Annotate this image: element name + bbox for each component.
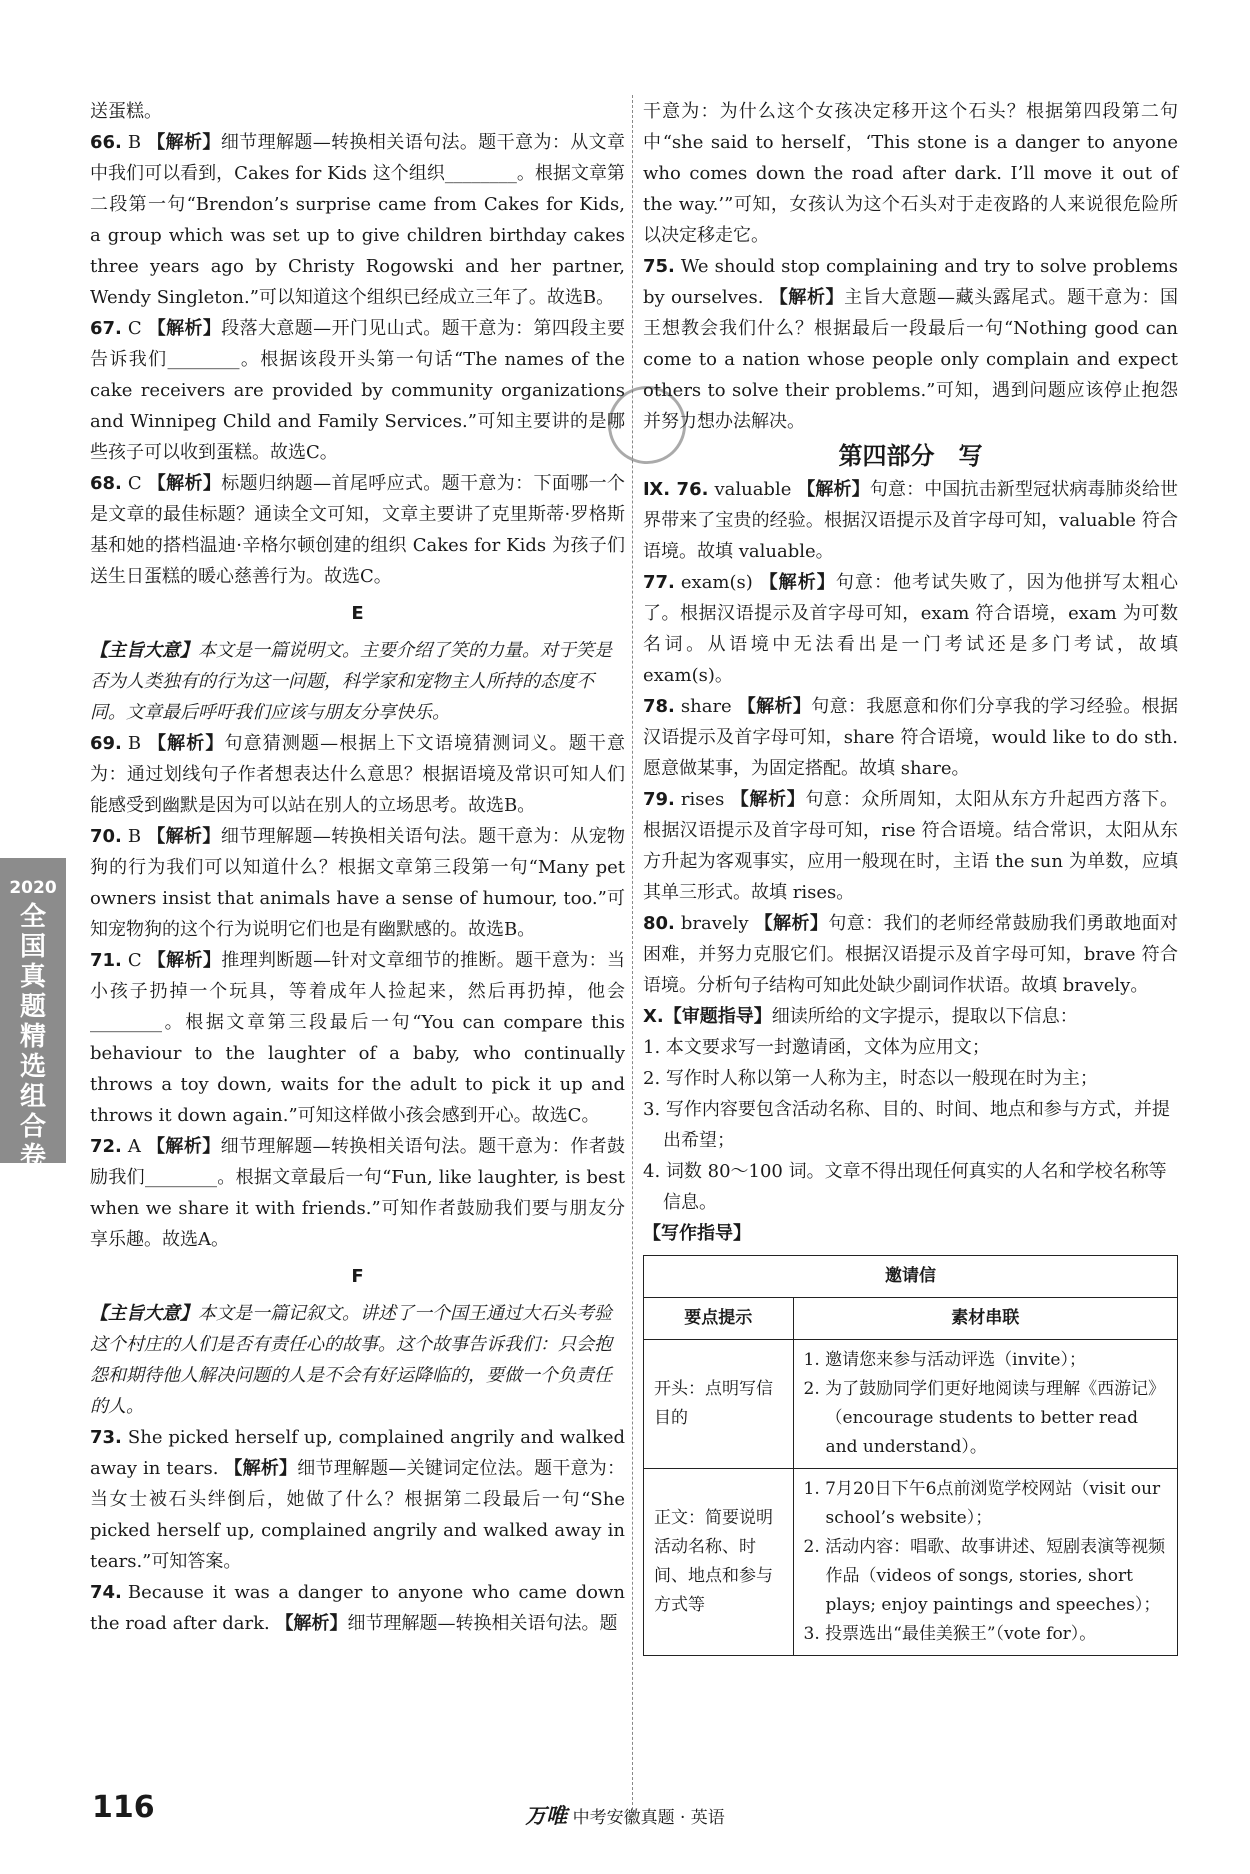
row-opening-key: 开头：点明写信目的 (644, 1340, 794, 1469)
material-item: 1. 邀请您来参与活动评选（invite）； (803, 1350, 1086, 1370)
answer-71: 71. C 【解析】推理判断题—针对文章细节的推断。题干意为：当小孩子扔掉一个玩具，等着成年人捡起来，然后再扔掉，他会________。根据文章第三段最后一句“You can compare this behaviour to the laughter of a baby, who continually throws a toy down, waits for the adult to pick it up and throws it down again.”可知这样做小孩会感到开心。故选C。 (90, 950, 625, 1126)
guide-item: 1. 本文要求写一封邀请函，文体为应用文； (643, 1037, 990, 1058)
column-divider (632, 95, 633, 1815)
table-header-materials: 素材串联 (793, 1298, 1177, 1340)
summary-f: 【主旨大意】本文是一篇记叙文。讲述了一个国王通过大石头考验这个村庄的人们是否有责任心的故事。这个故事告诉我们：只会抱怨和期待他人解决问题的人是不会有好运降临的，要做一个负责任的人。 (90, 1303, 612, 1417)
review-guide: Ⅹ.【审题指导】细读所给的文字提示，提取以下信息： (643, 1006, 1078, 1027)
material-item: 3. 投票选出“最佳美猴王”（vote for）。 (803, 1624, 1097, 1644)
brand-logo: 万唯 (525, 1804, 568, 1828)
answer-79: 79. rises 【解析】句意：众所周知，太阳从东方升起西方落下。根据汉语提示及首字母可知，rise 符合语境。结合常识，太阳从东方升起为客观事实，应用一般现在时，主语 the sun 为单数，应填其单三形式。故填 rises。 (643, 789, 1179, 903)
guide-item: 4. 词数 80～100 词。文章不得出现任何真实的人名和学校名称等信息。 (643, 1161, 1167, 1213)
material-item: 2. 为了鼓励同学们更好地阅读与理解《西游记》（encourage students to better read and understand）。 (803, 1379, 1166, 1457)
right-column (643, 96, 1178, 1656)
summary-e: 【主旨大意】本文是一篇说明文。主要介绍了笑的力量。对于笑是否为人类独有的行为这一问题，科学家和宠物主人所持的态度不同。文章最后呼吁我们应该与朋友分享快乐。 (90, 640, 612, 723)
top-fragment: 送蛋糕。 (90, 101, 162, 122)
side-year: 2020 (9, 878, 57, 898)
writing-guide-label: 【写作指导】 (643, 1223, 751, 1244)
part-four-title: 第四部分 写 (838, 442, 983, 470)
answer-69: 69. B 【解析】句意猜测题—根据上下文语境猜测词义。题干意为：通过划线句子作者想表达什么意思？根据语境及常识可知人们能感受到幽默是因为可以站在别人的立场思考。故选B。 (90, 733, 626, 816)
page-number: 116 (92, 1790, 155, 1825)
footer-brand (0, 1800, 1250, 1830)
answer-77: 77. exam(s) 【解析】句意：他考试失败了，因为他拼写太粗心了。根据汉语提示及首字母可知，exam 符合语境，exam 为可数名词。从语境中无法看出是一门考试还是多门考试，故填 exam(s)。 (643, 572, 1179, 686)
material-item: 1. 7月20日下午6点前浏览学校网站（visit our school’s website）； (803, 1479, 1161, 1528)
row-body-key: 正文：简要说明活动名称、时间、地点和参与方式等 (644, 1469, 794, 1656)
side-title: 全国真题精选组合卷 (19, 902, 46, 1172)
answer-68: 68. C 【解析】标题归纳题—首尾呼应式。题干意为：下面哪一个是文章的最佳标题？通读全文可知，文章主要讲了克里斯蒂·罗格斯基和她的搭档温迪·辛格尔顿创建的组织 Cakes for Kids 为孩子们送生日蛋糕的暖心慈善行为。故选C。 (90, 473, 625, 587)
answer-73: 73. She picked herself up, complained angrily and walked away in tears. 【解析】细节理解题—关键词定位法。题干意为：当女士被石头绊倒后，她做了什么？根据第二段最后一句“She picked herself up, complained angrily and walked away in tears.”可知答案。 (90, 1427, 625, 1572)
answer-66: 66. B 【解析】细节理解题—转换相关语句法。题干意为：从文章中我们可以看到，Cakes for Kids 这个组织________。根据文章第二段第一句“Brendon’s surprise came from Cakes for Kids, a group which was set up to give children birthday cakes three years ago by Christy Rogowski and her partner, Wendy Singleton.”可以知道这个组织已经成立三年了。故选B。 (90, 132, 626, 308)
answer-72: 72. A 【解析】细节理解题—转换相关语句法。题干意为：作者鼓励我们________。根据文章最后一句“Fun, like laughter, is best when we share it with friends.”可知作者鼓励我们要与朋友分享乐趣。故选A。 (90, 1136, 626, 1250)
answer-74: 74. Because it was a danger to anyone who came down the road after dark. 【解析】细节理解题—转换相关语句法。题 (90, 1582, 625, 1634)
answer-70: 70. B 【解析】细节理解题—转换相关语句法。题干意为：从宠物狗的行为我们可以知道什么？根据文章第三段第一句“Many pet owners insist that animals have a sense of humour, too.”可知宠物狗的这个行为说明它们也是有幽默感的。故选B。 (90, 826, 626, 940)
answer-74-continued: 干意为：为什么这个女孩决定移开这个石头？根据第四段第二句中“she said to herself，‘This stone is a danger to anyone who comes down the road after dark. I’ll move it out of the way.’”可知，女孩认为这个石头对于走夜路的人来说很危险所以决定移走它。 (643, 101, 1178, 246)
answer-67: 67. C 【解析】段落大意题—开门见山式。题干意为：第四段主要告诉我们________。根据该段开头第一句话“The names of the cake receivers are provided by community organizations and Winnipeg Child and Family Services.”可知主要讲的是哪些孩子可以收到蛋糕。故选C。 (90, 318, 625, 463)
section-e-heading: E (351, 603, 364, 624)
guide-item: 2. 写作时人称以第一人称为主，时态以一般现在时为主； (643, 1068, 1098, 1089)
guide-item: 3. 写作内容要包含活动名称、目的、时间、地点和参与方式，并提出希望； (643, 1099, 1170, 1151)
section-f-heading: F (351, 1266, 364, 1287)
material-item: 2. 活动内容：唱歌、故事讲述、短剧表演等视频作品（videos of songs, stories, short plays; enjoy paintings and speeches）； (803, 1537, 1166, 1615)
answer-80: 80. bravely 【解析】句意：我们的老师经常鼓励我们勇敢地面对困难，并努力克服它们。根据汉语提示及首字母可知，brave 符合语境。分析句子结构可知此处缺少副词作状语。故填 bravely。 (643, 913, 1178, 996)
answer-78: 78. share 【解析】句意：我愿意和你们分享我的学习经验。根据汉语提示及首字母可知，share 符合语境，would like to do sth. 愿意做某事，为固定搭配。故填 share。 (643, 696, 1178, 779)
row-opening-materials (793, 1340, 1177, 1469)
table-title: 邀请信 (644, 1256, 1178, 1298)
left-column (90, 96, 625, 1639)
answer-76: Ⅸ. 76. valuable 【解析】句意：中国抗击新型冠状病毒肺炎给世界带来了宝贵的经验。根据汉语提示及首字母可知，valuable 符合语境。故填 valuable。 (643, 479, 1179, 562)
table-header-key-points: 要点提示 (644, 1298, 794, 1340)
answer-75: 75. We should stop complaining and try to solve problems by ourselves. 【解析】主旨大意题—藏头露尾式。题干意为：国王想教会我们什么？根据最后一段最后一句“Nothing good can come to a nation whose people only complain and expect others to solve their problems.”可知，遇到问题应该停止抱怨并努力想办法解决。 (643, 256, 1179, 432)
writing-guide-table (643, 1255, 1178, 1656)
footer-title: 中考安徽真题 · 英语 (572, 1808, 725, 1828)
side-tab (0, 858, 66, 1172)
row-body-materials (793, 1469, 1177, 1656)
